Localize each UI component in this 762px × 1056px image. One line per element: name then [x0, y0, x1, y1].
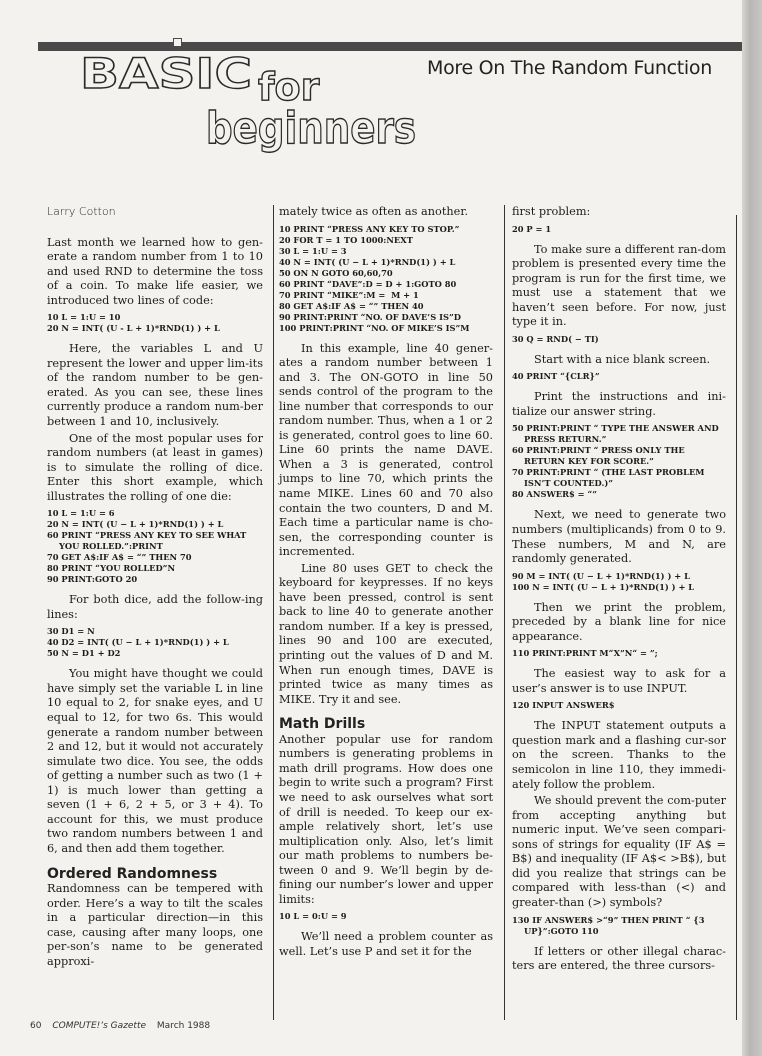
column-divider [273, 205, 274, 1020]
svg-text:BASIC: BASIC [80, 49, 252, 98]
code-line: 10 L = 1:U = 6 [47, 508, 115, 519]
code-line: 10 L = 1:U = 10 [47, 312, 121, 323]
paragraph: Next, we need to generate two numbers (multiplicands) from 0 to 9. These numbers, M and N, are randomly generated. [512, 508, 726, 566]
code-listing [512, 334, 726, 345]
paragraph: If letters or other illegal charac-ters are entered, the three cursors- [512, 944, 726, 973]
code-line: 120 INPUT ANSWER$ [512, 700, 615, 711]
column-3 [512, 205, 726, 976]
code-line: 80 ANSWER$ = “” [512, 489, 598, 500]
paragraph: Print the instructions and ini-tialize our answer string. [512, 390, 726, 418]
article-title: More On The Random Function [427, 57, 712, 79]
code-listing [512, 915, 726, 937]
code-line: 130 IF ANSWER$ >“9” THEN PRINT “ {3 UP}”:GOTO 110 [512, 914, 708, 936]
svg-text:beginners: beginners [206, 103, 416, 154]
code-listing [512, 224, 726, 235]
code-line: 20 FOR T = 1 TO 1000:NEXT [279, 234, 413, 245]
code-listing [512, 700, 726, 711]
paragraph: We should prevent the com-puter from accepting anything but numeric input. We’ve seen compari-sons of strings for equality (IF A$ = B$) and inequality (IF A$< >B$), but did you realize that strings can be compared with less-than (<) and greater-than (>) symbols? [512, 794, 726, 909]
section-heading: Math Drills [279, 716, 366, 733]
code-line: 30 D1 = N [47, 626, 95, 637]
code-line: 30 Q = RND( − TI) [512, 333, 599, 344]
code-line: 10 PRINT “PRESS ANY KEY TO STOP.” [279, 223, 460, 234]
code-line: 70 GET A$:IF A$ = “” THEN 70 [47, 552, 192, 563]
code-line: 60 PRINT “PRESS ANY KEY TO SEE WHAT YOU ROLLED.”:PRINT [47, 530, 250, 552]
header-rule-notch [173, 38, 182, 47]
paragraph: Line 80 uses GET to check the keyboard for keypresses. If no keys have been pressed, control is sent back to line 40 to generate another random number. If a key is pressed, lines 90 and 100 are executed, printing out the values of D and M. When run enough times, DAVE is printed twice as many times as MIKE. Try it and see. [279, 561, 493, 706]
code-listing [512, 648, 726, 659]
code-line: 50 PRINT:PRINT “ TYPE THE ANSWER AND PRESS RETURN.” [512, 423, 722, 445]
paragraph: Randomness can be tempered with order. Here’s a way to tilt the scales in a particular direction—in this case, causing after many loops, one per-son’s name to be generated approxi- [47, 882, 263, 968]
paragraph: Here, the variables L and U represent the lower and upper lim-its of the random number to be gen-erated. As you can see, these lines currently produce a random num-ber between 1 and 10, inclusively. [47, 342, 263, 429]
code-line: 50 N = D1 + D2 [47, 648, 121, 659]
page-number: 60 [30, 1021, 42, 1031]
code-line: 10 L = 0:U = 9 [279, 911, 347, 922]
code-line: 110 PRINT:PRINT M“X”N“ = ”; [512, 648, 658, 659]
page-footer [30, 1021, 210, 1031]
paragraph: One of the most popular uses for random numbers (at least in games) is to simulate the rolling of dice. Enter this short example, which illustrates the rolling of one die: [47, 431, 263, 503]
paragraph: The easiest way to ask for a user’s answer is to use INPUT. [512, 667, 726, 695]
code-line: 60 PRINT:PRINT “ PRESS ONLY THE RETURN KEY FOR SCORE.” [512, 445, 688, 467]
byline: Larry Cotton [47, 205, 116, 218]
code-line: 20 P = 1 [512, 223, 552, 234]
svg-text:for: for [258, 65, 320, 109]
code-line: 40 N = INT( (U − L + 1)*RND(1) ) + L [279, 256, 456, 267]
code-line: 70 PRINT “MIKE”:M = M + 1 [279, 289, 419, 300]
page-edge-shadow [742, 0, 762, 1056]
code-listing [512, 423, 726, 500]
code-line: 50 ON N GOTO 60,60,70 [279, 267, 393, 278]
paragraph: mately twice as often as another. [279, 205, 469, 218]
paragraph: Start with a nice blank screen. [534, 352, 711, 366]
paragraph: first problem: [512, 205, 591, 218]
issue-date: March 1988 [156, 1021, 211, 1031]
code-listing [47, 626, 263, 659]
paragraph: The INPUT statement outputs a question mark and a flashing cur-sor on the screen. Thanks to the semicolon in line 110, they immedi-ately follow the problem. [512, 719, 726, 791]
code-line: 100 PRINT:PRINT “NO. OF MIKE’S IS”M [279, 322, 470, 333]
paragraph: Then we print the problem, preceded by a blank line for nice appearance. [512, 600, 726, 643]
publication-name: COMPUTE!’s Gazette [52, 1021, 147, 1031]
paragraph: Another popular use for random numbers is generating problems in math drill programs. How does one begin to write such a program? First we need to ask ourselves what sort of drill is needed. To keep our ex-ample relatively short, let’s use multiplication only. Also, let’s limit our math problems to numbers be-tween 0 and 9. We’ll begin by de-fining our number’s lower and upper limits: [279, 732, 493, 906]
column-divider [736, 215, 737, 1020]
paragraph: In this example, line 40 gener-ates a random number between 1 and 3. The ON-GOTO in line 50 sends control of the program to the line number that corresponds to our random number. Thus, when a 1 or 2 is generated, control goes to line 60. Line 60 prints the name DAVE. When a 3 is generated, control jumps to line 70, which prints the name MIKE. Lines 60 and 70 also contain the two counters, D and M. Each time a particular name is cho-sen, the corresponding counter is incremented. [279, 341, 493, 559]
code-line: 60 PRINT “DAVE”:D = D + 1:GOTO 80 [279, 278, 457, 289]
paragraph: Last month we learned how to gen-erate a random number from 1 to 10 and used RND to determine the toss of a coin. To make life easier, we introduced two lines of code: [47, 235, 263, 307]
paragraph: For both dice, add the follow-ing lines: [47, 593, 263, 621]
paragraph: You might have thought we could have simply set the variable L in line 10 equal to 2, for snake eyes, and U equal to 12, for two 6s. This would generate a random number between 2 and 12, but it would not accurately simulate two dice. You see, the odds of getting a number such as two (1 + 1) is much lower than getting a seven (1 + 6, 2 + 5, or 3 + 4). To account for this, we must produce two random numbers between 1 and 6, and then add them together. [47, 667, 263, 855]
code-line: 90 PRINT:PRINT “NO. OF DAVE’S IS”D [279, 311, 461, 322]
code-line: 80 PRINT “YOU ROLLED”N [47, 563, 176, 574]
code-listing [512, 571, 726, 593]
code-line: 70 PRINT:PRINT “ (THE LAST PROBLEM ISN’T COUNTED.)” [512, 467, 708, 489]
code-line: 40 D2 = INT( (U − L + 1)*RND(1) ) + L [47, 637, 229, 648]
code-listing [512, 371, 726, 382]
code-listing [47, 312, 263, 334]
code-listing [47, 508, 263, 585]
paragraph: We’ll need a problem counter as well. Let’s use P and set it for the [279, 930, 493, 958]
section-heading: Ordered Randomness [47, 865, 218, 882]
code-line: 100 N = INT( (U − L + 1)*RND(1) ) + L [512, 581, 695, 592]
column-1 [47, 205, 263, 971]
code-line: 40 PRINT “{CLR}” [512, 371, 600, 382]
code-line: 20 N = INT( (U - L + 1)*RND(1) ) + L [47, 323, 220, 334]
paragraph: To make sure a different ran-dom problem is presented every time the program is run for the first time, we must use a statement that we haven’t seen before. For now, just type it in. [512, 242, 726, 329]
code-listing [279, 911, 493, 922]
column-divider [504, 205, 505, 1020]
code-line: 20 N = INT( (U − L + 1)*RND(1) ) + L [47, 519, 224, 530]
column-2 [279, 205, 493, 961]
code-line: 90 M = INT( (U − L + 1)*RND(1) ) + L [512, 570, 690, 581]
basic-for-beginners-logo [80, 48, 420, 154]
code-line: 90 PRINT:GOTO 20 [47, 574, 138, 585]
column-logo [80, 48, 420, 154]
code-line: 80 GET A$:IF A$ = “” THEN 40 [279, 300, 424, 311]
code-listing [279, 224, 493, 334]
code-line: 30 L = 1:U = 3 [279, 245, 347, 256]
